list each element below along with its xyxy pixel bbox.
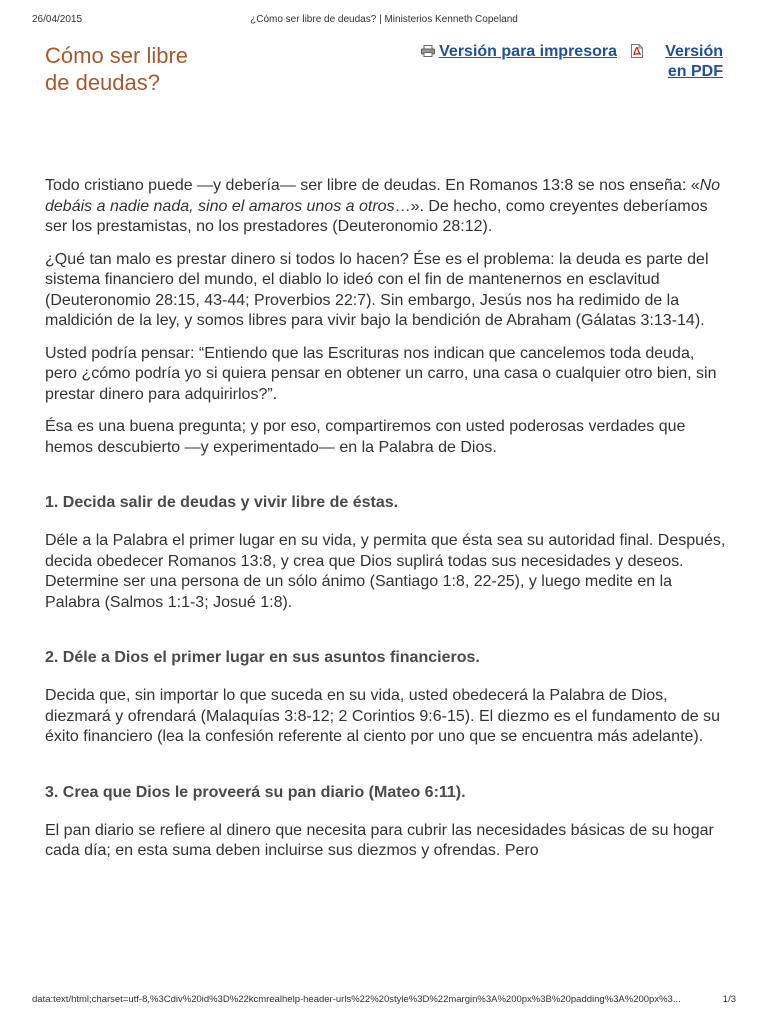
section-1-body: Déle a la Palabra el primer lugar en su vida, y permita que ésta sea su autoridad final. Después, decida obedecer Romanos 13:8, y crea que Dios suplirá todas sus necesidades y deseos. Determine ser una persona de un sólo ánimo (Santiago 1:8, 22-25), y luego medite en la Palabra (Salmos 1:1-3; Josué 1:8). (45, 532, 726, 611)
print-version-link[interactable] (421, 42, 617, 62)
print-footer (32, 994, 736, 1008)
article-title: Cómo ser libre de deudas? (45, 43, 189, 95)
section-2-heading: 2. Déle a Dios el primer lugar en sus asuntos financieros. (45, 649, 480, 666)
pdf-version-link[interactable] (631, 42, 723, 82)
intro-paragraph-1 (45, 176, 727, 238)
print-document-title: ¿Cómo ser libre de deudas? | Ministerios Kenneth Copeland (250, 14, 518, 25)
print-version-label: Versión para impresora (439, 43, 617, 60)
section-3-body: El pan diario se refiere al dinero que necesita para cubrir las necesidades básicas de su hogar cada día; en esta suma deben incluirse sus diezmos y ofrendas. Pero (45, 821, 714, 859)
section-2-body: Decida que, sin importar lo que suceda en su vida, usted obedecerá la Palabra de Dios, diezmará y ofrendará (Malaquías 3:8-12; 2 Corintios 9:6-15). El diezmo es el fundamento de su éxito financiero (lea la confesión referente al ciento por uno que se encuentra más adelante). (45, 687, 721, 745)
pdf-version-label: Versión en PDF (665, 43, 723, 80)
intro-paragraph-4: Ésa es una buena pregunta; y por eso, compartiremos con usted poderosas verdades que hemos descubierto —y experimentado— en la Palabra de Dios. (45, 418, 686, 456)
article-body (45, 176, 727, 874)
section-1-heading: 1. Decida salir de deudas y vivir libre de éstas. (45, 494, 399, 511)
printer-icon (421, 45, 435, 57)
page-number: 1/3 (722, 994, 736, 1005)
intro-paragraph-1-before: Todo cristiano puede —y debería— ser libre de deudas. En Romanos 13:8 se nos enseña: « (45, 177, 700, 194)
print-header (32, 14, 736, 28)
print-url: data:text/html;charset=utf-8,%3Cdiv%20id%3D%22kcmrealhelp-header-urls%22%20style%3D%22margin%3A%200px%3B%20padding%3A%200px%3... (32, 994, 681, 1005)
intro-quote: No debáis a nadie nada, sino el amaros unos a otros (45, 177, 721, 215)
intro-paragraph-1-after: …». De hecho, como creyentes deberíamos ser los prestamistas, no los prestadores (Deuteronomio 28:12). (45, 197, 708, 235)
print-date: 26/04/2015 (32, 14, 83, 25)
section-3-heading: 3. Crea que Dios le proveerá su pan diario (Mateo 6:11). (45, 783, 466, 801)
pdf-file-icon (631, 44, 643, 58)
intro-paragraph-2: ¿Qué tan malo es prestar dinero si todos lo hacen? Ése es el problema: la deuda es parte del sistema financiero del mundo, el diablo lo ideó con el fin de mantenernos en esclavitud (Deuteronomio 28:15, 43-44; Proverbios 22:7). Sin embargo, Jesús nos ha redimido de la maldición de la ley, y somos libres para vivir bajo la bendición de Abraham (Gálatas 3:13-14). (45, 250, 709, 329)
intro-paragraph-3: Usted podría pensar: “Entiendo que las Escrituras nos indican que cancelemos toda deuda, pero ¿cómo podría yo si quiera pensar en obtener un carro, una casa o cualquier otro bien, sin prestar dinero para adquirirlos?”. (45, 344, 717, 403)
